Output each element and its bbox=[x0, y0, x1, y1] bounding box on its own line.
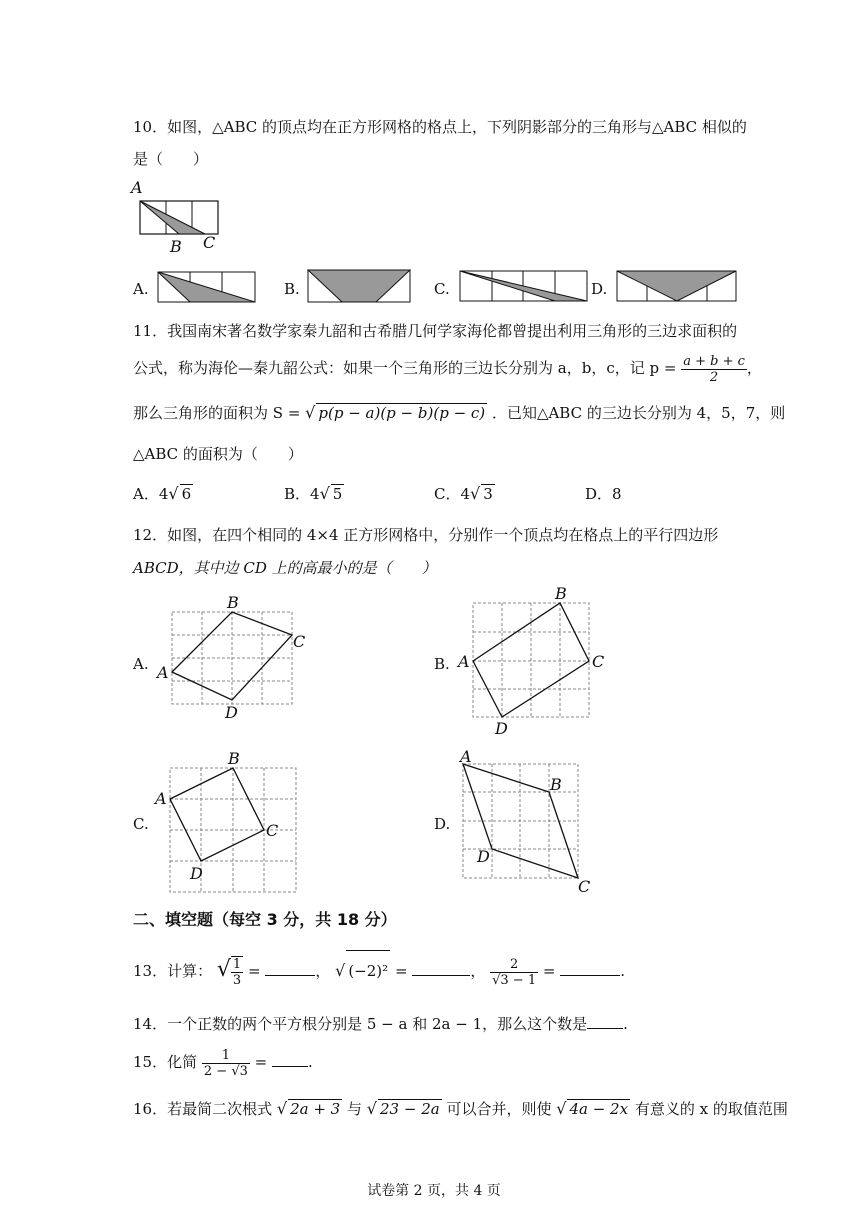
q15-blank[interactable] bbox=[272, 1052, 308, 1067]
svg-text:B: B bbox=[555, 585, 567, 603]
q12-line2: ABCD，其中边 CD 上的高最小的是（ ） bbox=[133, 559, 437, 577]
q10-option-a-label[interactable]: A. bbox=[133, 280, 149, 298]
q10-line1: 10．如图，△ABC 的顶点均在正方形网格的格点上，下列阴影部分的三角形与△ABC 相似的 bbox=[133, 118, 747, 136]
label-a: A bbox=[131, 178, 143, 197]
q10-option-d-figure bbox=[616, 270, 738, 303]
q10-line2: 是（ ） bbox=[133, 150, 209, 168]
svg-text:D: D bbox=[225, 703, 238, 722]
svg-text:A: A bbox=[155, 789, 167, 808]
label-c: C bbox=[203, 233, 216, 252]
svg-text:B: B bbox=[228, 749, 240, 768]
svg-text:C: C bbox=[266, 821, 279, 840]
q11-option-a[interactable]: A．4√ 6 bbox=[133, 484, 192, 503]
q10-option-c-figure bbox=[459, 270, 589, 303]
p-fraction: $\frac{a + b + c}{2}$ bbox=[683, 353, 745, 385]
q10-option-b-label[interactable]: B. bbox=[284, 280, 300, 298]
q11-option-d[interactable]: D．8 bbox=[585, 485, 622, 503]
svg-text:A: A bbox=[458, 652, 470, 671]
section-fill-in-title: 二、填空题（每空 3 分，共 18 分） bbox=[133, 910, 397, 929]
q13-blank-2[interactable] bbox=[412, 961, 470, 976]
q10-main-figure bbox=[128, 178, 228, 258]
svg-text:A: A bbox=[460, 748, 472, 766]
q12-option-d-figure bbox=[452, 748, 602, 896]
q12-option-b-figure bbox=[455, 585, 615, 740]
svg-text:A: A bbox=[157, 663, 169, 682]
svg-text:D: D bbox=[477, 847, 490, 866]
q11-option-b[interactable]: B．4√ 5 bbox=[284, 484, 343, 503]
q15: 15．化简 $\frac{1}{2 - √3}$ = . bbox=[133, 1047, 313, 1079]
q13-blank-1[interactable] bbox=[265, 961, 315, 976]
q10-option-b-figure bbox=[307, 269, 413, 304]
svg-text:C: C bbox=[592, 652, 605, 671]
q11-line2: 公式，称为海伦—秦九韶公式：如果一个三角形的三边长分别为 a，b，c，记 p = $\frac{a + b + c}{2}$ ， bbox=[133, 353, 762, 385]
label-b: B bbox=[170, 237, 182, 256]
q14: 14．一个正数的两个平方根分别是 5 − a 和 2a − 1，那么这个数是 . bbox=[133, 1015, 628, 1033]
q10-option-a-figure bbox=[157, 271, 257, 304]
q14-blank[interactable] bbox=[587, 1014, 623, 1029]
q11-line3: 那么三角形的面积为 S = √ p(p − a)(p − b)(p − c) ．已知△ABC 的三边长分别为 4，5，7，则 bbox=[133, 403, 786, 422]
svg-text:B: B bbox=[550, 775, 562, 794]
triangle-abc bbox=[140, 201, 205, 234]
q10-option-c-label[interactable]: C. bbox=[434, 280, 450, 298]
q13-blank-3[interactable] bbox=[560, 961, 620, 976]
page-footer: 试卷第 2 页，共 4 页 bbox=[367, 1183, 501, 1199]
q11-line1: 11．我国南宋著名数学家秦九韶和古希腊几何学家海伦都曾提出利用三角形的三边求面积的 bbox=[133, 322, 738, 340]
svg-text:B: B bbox=[227, 593, 239, 612]
q12-option-a-figure bbox=[152, 592, 312, 722]
svg-text:D: D bbox=[495, 719, 508, 738]
q12-option-c-figure bbox=[150, 748, 310, 898]
q12-line1: 12．如图，在四个相同的 4×4 正方形网格中，分别作一个顶点均在格点上的平行四边形 bbox=[133, 526, 719, 544]
svg-text:C: C bbox=[578, 877, 591, 896]
q10-option-d-label[interactable]: D. bbox=[591, 280, 608, 298]
q11-line4: △ABC 的面积为（ ） bbox=[133, 445, 303, 463]
q12-option-a-label[interactable]: A. bbox=[133, 655, 149, 673]
svg-text:D: D bbox=[190, 864, 203, 883]
q16: 16．若最简二次根式 √ 2a + 3 与 √ 23 − 2a 可以合并，则使 √ 4a − 2x 有意义的 x 的取值范围 bbox=[133, 1099, 788, 1118]
q12-option-c-label[interactable]: C. bbox=[133, 815, 149, 833]
q13: 13．计算： √ $\frac{1}{3}$ = ， √ (−2)² = ， $\frac{2}{√3 - 1}$ = . bbox=[133, 950, 625, 990]
svg-text:C: C bbox=[293, 632, 306, 651]
q12-option-d-label[interactable]: D. bbox=[434, 815, 451, 833]
q12-option-b-label[interactable]: B. bbox=[434, 655, 450, 673]
q11-option-c[interactable]: C．4√ 3 bbox=[434, 484, 493, 503]
